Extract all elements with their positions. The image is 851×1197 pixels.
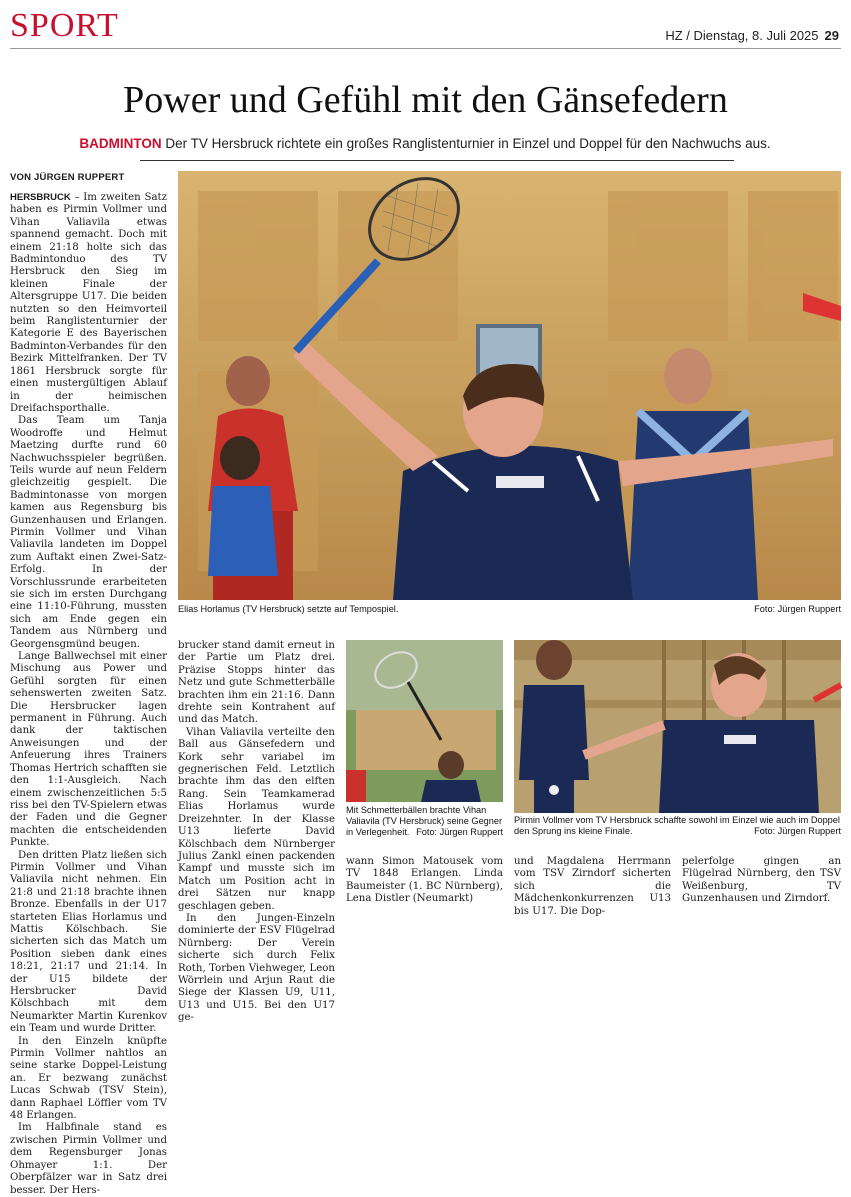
issue-info [665,28,839,43]
issue-date: HZ / Dienstag, 8. Juli 2025 [665,28,819,43]
photo-credit: Foto: Jürgen Ruppert [416,827,503,837]
article-column-3 [346,856,503,906]
main-photo [178,171,841,600]
main-photo-caption [178,604,841,615]
article-column-1 [10,192,167,1196]
teaser-kicker: BADMINTON [79,136,162,151]
section-title: SPORT [10,7,119,44]
teaser [60,136,790,151]
caption-text: Elias Horlamus (TV Hersbruck) setzte auf Tempospiel. [178,604,399,614]
small-photo-1 [346,640,503,802]
page-number: 29 [824,28,839,43]
paragraph: Lange Ballwechsel mit einer Mischung aus Power und Gefühl sorgten für einen sehenswerten zweiten Satz. Die Hersbrucker lagen permanent in Führung. Auch dank der taktischen Anweisungen und der Anfeuerung ihres Trainers Thomas Hertrich schafften sie den 1:1-Ausgleich. Nach einem zwischenzeitlichen 5:5 riss bei den TV-Spielern etwas der Faden und die Gegner machten die entscheidenden Punkte. [10,651,167,849]
small-photo-2 [514,640,841,813]
photo-credit: Foto: Jürgen Ruppert [754,826,841,836]
teaser-text: Der TV Hersbruck richtete ein großes Ranglistenturnier in Einzel und Doppel für den Nachwuchs aus. [165,136,771,151]
paragraph: Das Team um Tanja Woodroffe und Helmut Maetzing durfte rund 60 Nachwuchsspieler begrüßen. Teils wurde auf neun Feldern gleichzeitig gespielt. Die Badmintonasse von morgen kamen aus Regensburg bis Gunzenhausen und Erlangen. Pirmin Vollmer und Vihan Valiavila landeten im Doppel zum Auftakt einen Zwei-Satz-Erfolg. In der Vorschlussrunde erarbeiteten sie sich im ersten Durchgang eine 11:10-Führung, mussten sich am Ende gegen ein Tandem aus Nürnberg und Georgensgmünd beugen. [10,415,167,650]
paragraph: Im Halbfinale stand es zwischen Pirmin Vollmer und dem Regensburger Jonas Ohmayer 1:1. Der Oberpfälzer war in Satz drei besser. Der Hers- [10,1122,167,1196]
paragraph [10,192,167,415]
paragraph: Den dritten Platz ließen sich Pirmin Vollmer und Vihan Valiavila nicht nehmen. Ein 21:8 und 21:18 brachte ihnen Bronze. Ebenfalls in der U17 starteten Elias Horlamus und Mattis Kölschbach. Sie sicherten sich das Match um Position sieben dank eines 18:21, 21:17 und 21:14. In der U15 bildete der Hersbrucker David Kölschbach mit dem Neumarkter Martin Kurenkov ein Team und wurde Dritter. [10,849,167,1035]
paragraph: wann Simon Matousek vom TV 1848 Erlangen. Linda Baumeister (1. BC Nürnberg), Lena Distler (Neumarkt) [346,856,503,905]
small-photo-2-caption [514,815,841,837]
caption-text: Mit Schmetterbällen brachte Vihan Valiavila (TV Hersbruck) seine Gegner in Verlegenheit. [346,805,503,837]
article-column-4 [514,856,671,918]
paragraph: In den Einzeln knüpfte Pirmin Vollmer nahtlos an seine starke Doppel-Leistung an. Er bezwang zunächst Lucas Schwab (TSV Stein), dann Raphael Löffler vom TV 48 Erlangen. [10,1035,167,1122]
paragraph-text: – Im zweiten Satz haben es Pirmin Vollmer und Vihan Valiavila etwas spannend gemacht. Doch mit einem 21:18 holte sich das Badmintonduo des TV Hersbruck den Sieg im kleinen Finale der Altersgruppe U17. Die beiden nutzten so den Heimvorteil beim Ranglistenturnier der Kategorie E des Bayerischen Badminton-Verbandes für den Bezirk Mittelfranken. Der TV 1861 Hersbruck sorgte für einen mustergültigen Ablauf in der heimischen Dreifachsporthalle. [10,192,167,414]
paragraph: brucker stand damit erneut in der Partie um Platz drei. Präzise Stopps hinter das Netz und gute Schmetterbälle brachten ihm ein 21:16. Dann drehte sein Kontrahent auf und das Match. [178,640,335,726]
headline: Power und Gefühl mit den Gänsefedern [123,79,728,121]
caption-text: Pirmin Vollmer vom TV Hersbruck schaffte sowohl im Einzel wie auch im Doppel den Sprung ins kleine Finale. [514,815,840,836]
article-column-2 [178,640,335,1024]
paragraph: pelerfolge gingen an Flügelrad Nürnberg, den TSV Weißenburg, TV Gunzenhausen und Zirndorf. [682,856,841,905]
photo-credit: Foto: Jürgen Ruppert [754,604,841,614]
small-photo-1-caption [346,805,503,838]
paragraph: Vihan Valiavila verteilte den Ball aus Gänsefedern und Kork sehr variabel im gegnerischen Feld. Letztlich brachte ihm das den elften Rang. Sein Teamkamerad Elias Horlamus wurde Dreizehnter. In der Klasse U13 lieferte David Kölschbach dem Nürnberger Julius Zankl einen packenden Kampf und musste sich im Match um Position acht in drei Sätzen nur knapp geschlagen geben. [178,726,335,912]
byline: VON JÜRGEN RUPPERT [10,172,125,183]
article-column-5 [682,856,841,906]
paragraph: und Magdalena Herrmann vom TSV Zirndorf sicherten sich die Mädchenkonkurrenzen U13 bis U17. Die Dop- [514,856,671,917]
teaser-divider [140,160,734,161]
paragraph: In den Jungen-Einzeln dominierte der ESV Flügelrad Nürnberg: Der Verein sicherte sich durch Felix Roth, Torben Viehweger, Leon Wörrlein und Arjun Raut die Siege der Klassen U9, U11, U13 und U15. Bei den U17 ge- [178,912,335,1024]
header-divider [10,48,841,49]
dateline: HERSBRUCK [10,192,71,203]
